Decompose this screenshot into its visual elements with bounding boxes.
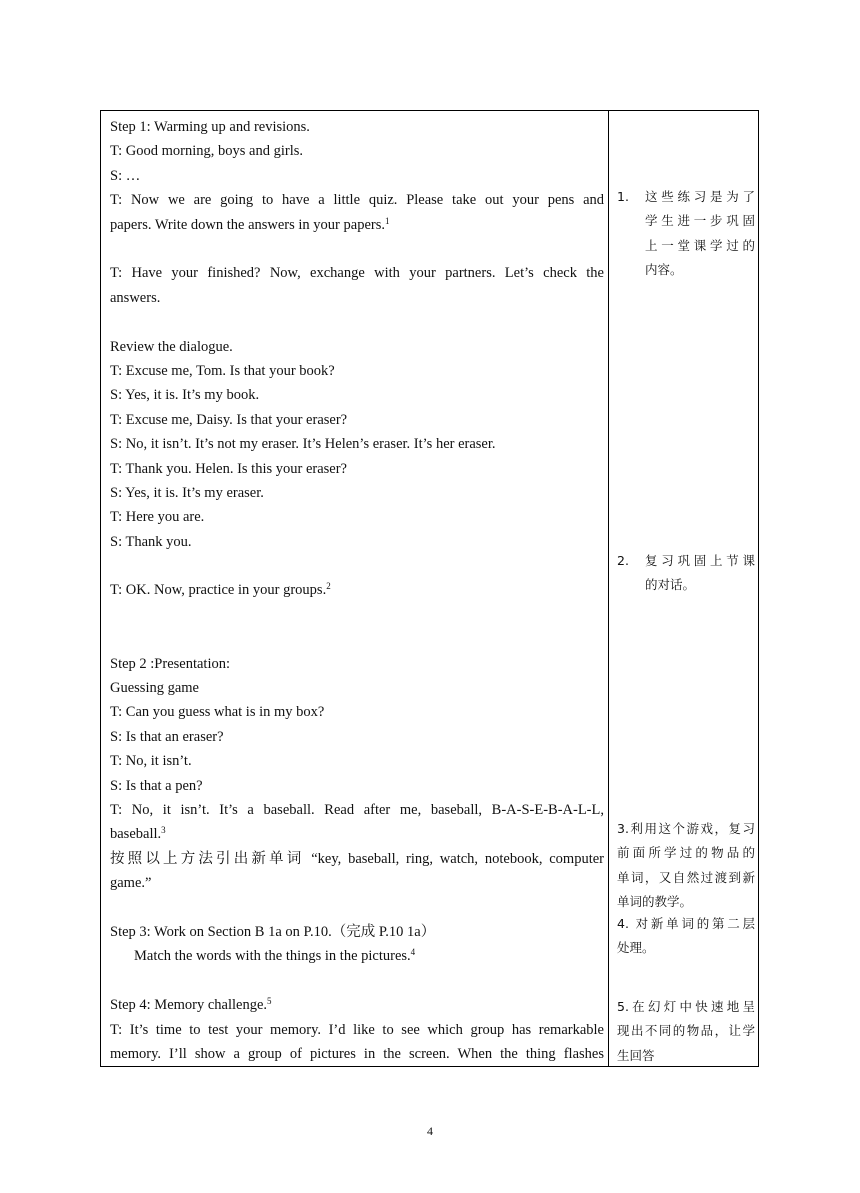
dialogue-line: T: Here you are. <box>110 509 205 526</box>
note-line: 单词，又自然过渡到新 <box>617 869 755 885</box>
dialogue-line: T: Excuse me, Tom. Is that your book? <box>110 362 335 379</box>
note-line: 这些练习是为了 <box>645 189 755 204</box>
note-1 <box>617 185 755 283</box>
note-number: 2. <box>617 553 629 568</box>
note-line: 5.在幻灯中快速地呈 <box>617 999 755 1014</box>
note-3 <box>617 817 755 915</box>
notes-column <box>609 111 759 1066</box>
note-number: 1. <box>617 189 629 204</box>
dialogue-line: T: No, it isn’t. It’s a baseball. Read after me, baseball, B-A-S-E-B-A-L-L, <box>110 801 604 818</box>
note-line: 上一堂课学过的 <box>645 237 755 253</box>
step3-title: Step 3: Work on Section B 1a on P.10.（完成 P.10 1a） <box>110 923 436 940</box>
note-line: 内容。 <box>645 262 683 278</box>
note-line: 单词的教学。 <box>617 894 693 910</box>
note-line: 生回答 <box>617 1047 655 1063</box>
instruction-line: game.” <box>110 875 152 892</box>
dialogue-line: T: No, it isn’t. <box>110 753 192 770</box>
page-number: 4 <box>427 1124 433 1138</box>
dialogue-line: T: It’s time to test your memory. I’d like to see which group has remarkable <box>110 1021 604 1038</box>
note-line: 学生进一步巩固 <box>645 213 755 229</box>
dialogue-line: S: No, it isn’t. It’s not my eraser. It’s Helen’s eraser. It’s her eraser. <box>110 436 496 453</box>
note-line: 现出不同的物品，让学 <box>617 1023 755 1039</box>
note-line: 3.利用这个游戏，复习 <box>617 821 755 836</box>
footnote-marker: 3 <box>161 825 166 836</box>
dialogue-line: S: Is that an eraser? <box>110 728 224 745</box>
step1-title: Step 1: Warming up and revisions. <box>110 119 310 135</box>
dialogue-line: baseball.$^3$ <box>110 825 166 843</box>
step2-title: Step 2 :Presentation: <box>110 655 231 672</box>
procedure-column <box>101 111 608 1066</box>
dialogue-line: T: Can you guess what is in my box? <box>110 704 325 721</box>
footnote-marker: 4 <box>410 947 416 958</box>
guessing-game-heading: Guessing game <box>110 680 199 697</box>
dialogue-line: T: OK. Now, practice in your groups.$^2$ <box>110 581 331 599</box>
step4-title: Step 4: Memory challenge.$^5$ <box>110 996 272 1014</box>
dialogue-line: S: … <box>110 167 141 184</box>
footnote-marker: 2 <box>326 581 331 592</box>
dialogue-line: papers. Write down the answers in your papers.$^1$ <box>110 215 390 233</box>
note-line: 前面所学过的物品的 <box>617 845 755 861</box>
lesson-plan-table <box>100 110 759 1067</box>
dialogue-line: T: Excuse me, Daisy. Is that your eraser? <box>110 411 348 428</box>
dialogue-line: T: Thank you. Helen. Is this your eraser? <box>110 460 347 477</box>
dialogue-line: T: Good morning, boys and girls. <box>110 143 304 160</box>
dialogue-line: S: Yes, it is. It’s my book. <box>110 387 260 404</box>
dialogue-line: S: Yes, it is. It’s my eraser. <box>110 484 264 501</box>
dialogue-line: T: Have your finished? Now, exchange with your partners. Let’s check the <box>110 265 604 282</box>
note-4 <box>617 912 755 961</box>
note-line: 4. 对新单词的第二层 <box>617 916 755 931</box>
note-line: 处理。 <box>617 940 655 956</box>
note-5 <box>617 995 755 1068</box>
dialogue-line: answers. <box>110 289 161 306</box>
footnote-marker: 1 <box>384 215 390 226</box>
dialogue-line: S: Thank you. <box>110 533 192 550</box>
instruction-line: 按照以上方法引出新单词 “key, baseball, ring, watch, notebook, computer <box>110 850 604 867</box>
dialogue-line: S: Is that a pen? <box>110 777 203 794</box>
note-2 <box>617 549 755 598</box>
review-heading: Review the dialogue. <box>110 338 233 355</box>
dialogue-line: memory. I’ll show a group of pictures in the screen. When the thing flashes <box>110 1045 604 1062</box>
footnote-marker: 5 <box>267 996 272 1007</box>
note-line: 复习巩固上节课 <box>645 553 755 568</box>
step3-body: Match the words with the things in the pictures.$^4$ <box>134 947 416 965</box>
dialogue-line: T: Now we are going to have a little quiz. Please take out your pens and <box>110 192 604 209</box>
note-line: 的对话。 <box>645 577 696 593</box>
